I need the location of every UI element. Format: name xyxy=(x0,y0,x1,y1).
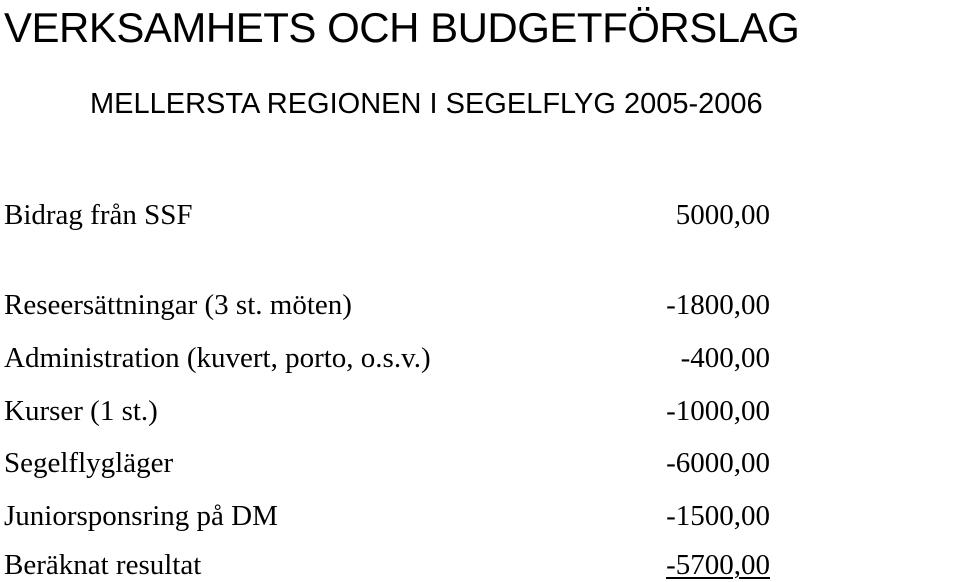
expense-amount: -1500,00 xyxy=(666,500,770,532)
result-row xyxy=(4,548,770,582)
expense-row xyxy=(4,499,770,533)
expense-label: Segelflygläger xyxy=(4,447,174,479)
result-label: Beräknat resultat xyxy=(4,549,202,581)
income-label: Bidrag från SSF xyxy=(4,199,193,231)
expense-amount: -400,00 xyxy=(680,342,770,374)
document-subtitle: MELLERSTA REGIONEN I SEGELFLYG 2005-2006 xyxy=(90,88,763,120)
expense-row xyxy=(4,288,770,322)
expense-row xyxy=(4,341,770,375)
result-amount: -5700,00 xyxy=(666,549,770,581)
expense-row xyxy=(4,394,770,428)
expense-amount: -1000,00 xyxy=(666,395,770,427)
income-row xyxy=(4,198,770,232)
expense-label: Administration (kuvert, porto, o.s.v.) xyxy=(4,342,431,374)
income-amount: 5000,00 xyxy=(675,199,770,231)
expense-amount: -1800,00 xyxy=(666,289,770,321)
expense-label: Juniorsponsring på DM xyxy=(4,500,278,532)
expense-amount: -6000,00 xyxy=(666,447,770,479)
expense-label: Reseersättningar (3 st. möten) xyxy=(4,289,352,321)
expense-label: Kurser (1 st.) xyxy=(4,395,158,427)
document-title: VERKSAMHETS OCH BUDGETFÖRSLAG xyxy=(4,4,800,51)
expense-row xyxy=(4,446,770,480)
